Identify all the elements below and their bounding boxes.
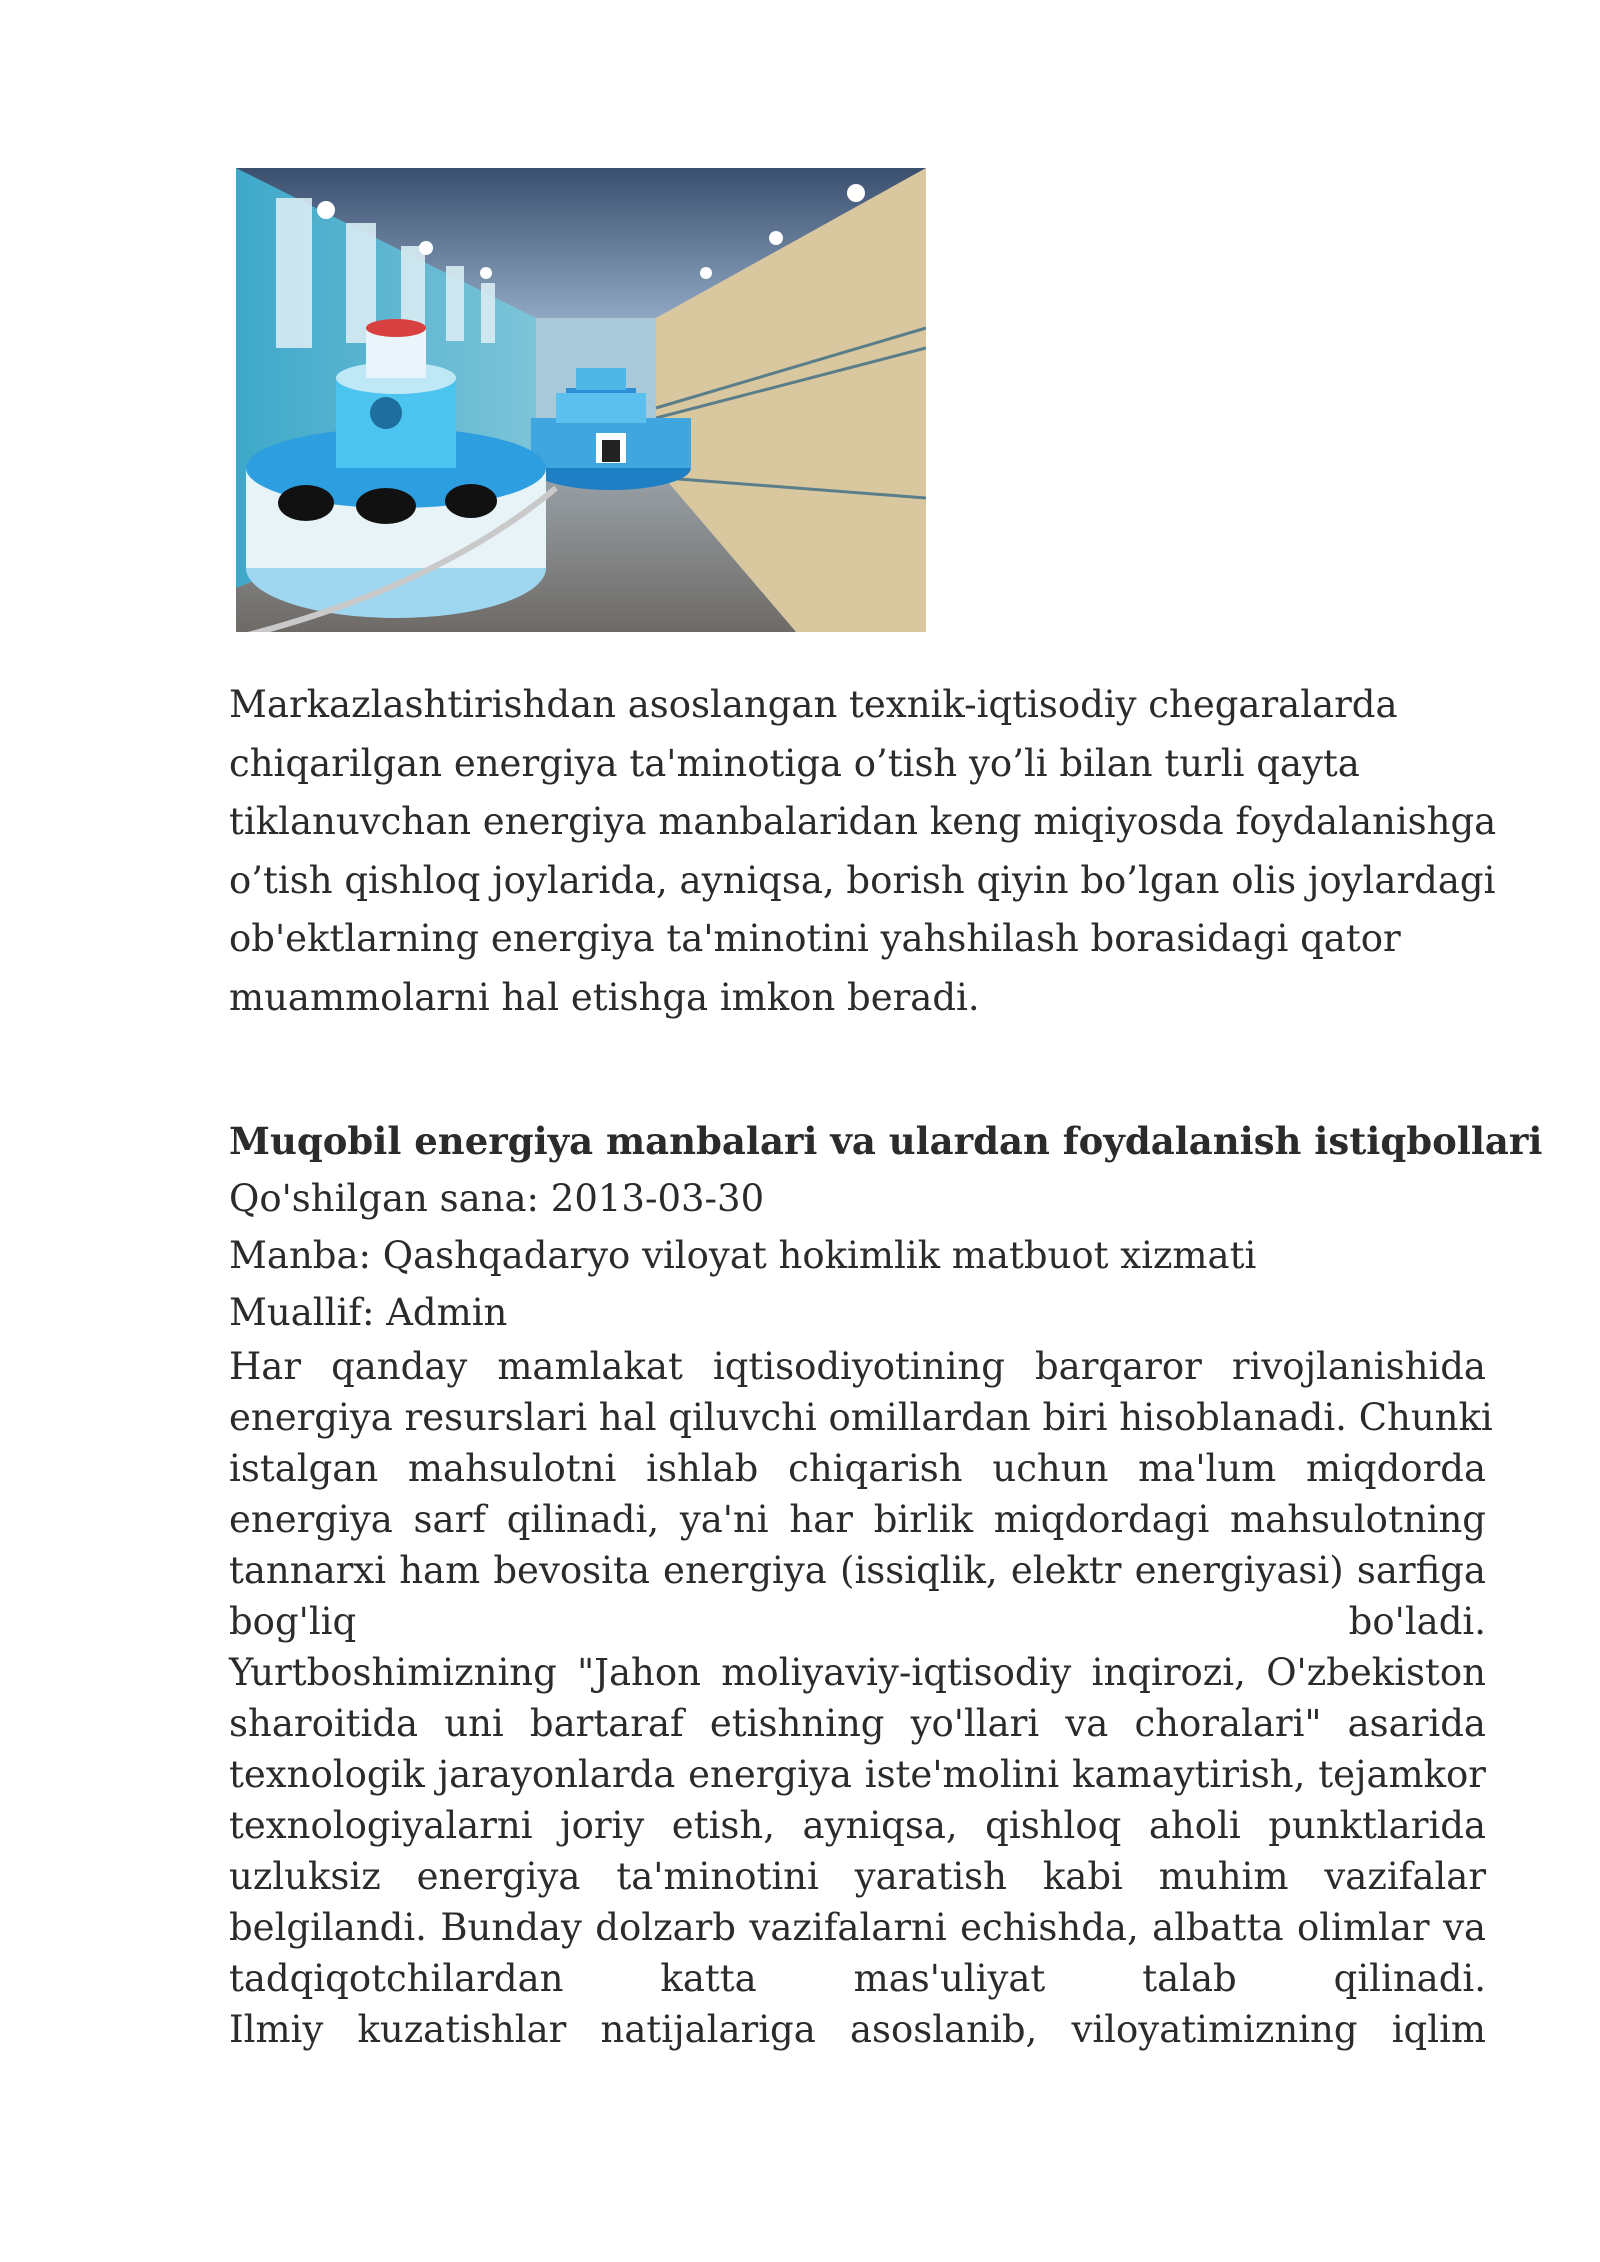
intro-line: o’tish qishloq joylarida, ayniqsa, borish qiyin bo’lgan olis joylardagi	[229, 858, 1496, 902]
author-value: Admin	[386, 1291, 508, 1334]
source-label: Manba:	[229, 1234, 371, 1277]
body-line: uzluksiz energiya ta'minotini yaratish kabi muhim vazifalar	[229, 1855, 1486, 1898]
body-line: Ilmiy kuzatishlar natijalariga asoslanib, viloyatimizning iqlim	[229, 2008, 1486, 2051]
article-date	[229, 1170, 1486, 1227]
body-line: tannarxi ham bevosita energiya (issiqlik, elektr energiyasi) sarfiga	[229, 1549, 1486, 1592]
intro-line: chiqarilgan energiya ta'minotiga o’tish yo’li bilan turli qayta	[229, 741, 1360, 785]
body-line: bog'liq bo'ladi.	[229, 1600, 1486, 1643]
article-body	[229, 1341, 1493, 2055]
intro-line: muammolarni hal etishga imkon beradi.	[229, 975, 980, 1019]
body-line: texnologik jarayonlarda energiya iste'molini kamaytirish, tejamkor	[229, 1753, 1486, 1796]
author-label: Muallif:	[229, 1291, 375, 1334]
body-line: texnologiyalarni joriy etish, ayniqsa, qishloq aholi punktlarida	[229, 1804, 1486, 1847]
article-author	[229, 1284, 1486, 1341]
article-source	[229, 1227, 1486, 1284]
article-title: Muqobil energiya manbalari va ulardan foydalanish istiqbollari	[229, 1119, 1543, 1163]
article	[229, 1112, 1543, 2055]
intro-line: tiklanuvchan energiya manbalaridan keng miqiyosda foydalanishga	[229, 800, 1497, 843]
body-line: energiya sarf qilinadi, ya'ni har birlik miqdordagi mahsulotning	[229, 1498, 1486, 1541]
body-line: Har qanday mamlakat iqtisodiyotining barqaror rivojlanishida	[229, 1345, 1486, 1388]
date-label: Qo'shilgan sana:	[229, 1177, 540, 1220]
body-line: Yurtboshimizning "Jahon moliyaviy-iqtisodiy inqirozi, O'zbekiston	[229, 1651, 1486, 1694]
hydropower-turbine-hall-photo	[236, 168, 926, 632]
date-value: 2013-03-30	[550, 1177, 765, 1220]
intro-paragraph	[229, 676, 1529, 1027]
body-line: belgilandi. Bunday dolzarb vazifalarni echishda, albatta olimlar va	[229, 1906, 1486, 1949]
body-line: energiya resurslari hal qiluvchi omillardan biri hisoblanadi. Chunki	[229, 1396, 1493, 1439]
body-line: istalgan mahsulotni ishlab chiqarish uchun ma'lum miqdorda	[229, 1447, 1486, 1490]
source-value: Qashqadaryo viloyat hokimlik matbuot xizmati	[382, 1234, 1257, 1277]
body-line: sharoitida uni bartaraf etishning yo'llari va choralari" asarida	[229, 1702, 1486, 1745]
intro-line: Markazlashtirishdan asoslangan texnik-iqtisodiy chegaralarda	[229, 683, 1398, 726]
body-line: tadqiqotchilardan katta mas'uliyat talab qilinadi.	[229, 1957, 1486, 2000]
intro-line: ob'ektlarning energiya ta'minotini yahshilash borasidagi qator	[229, 917, 1401, 960]
